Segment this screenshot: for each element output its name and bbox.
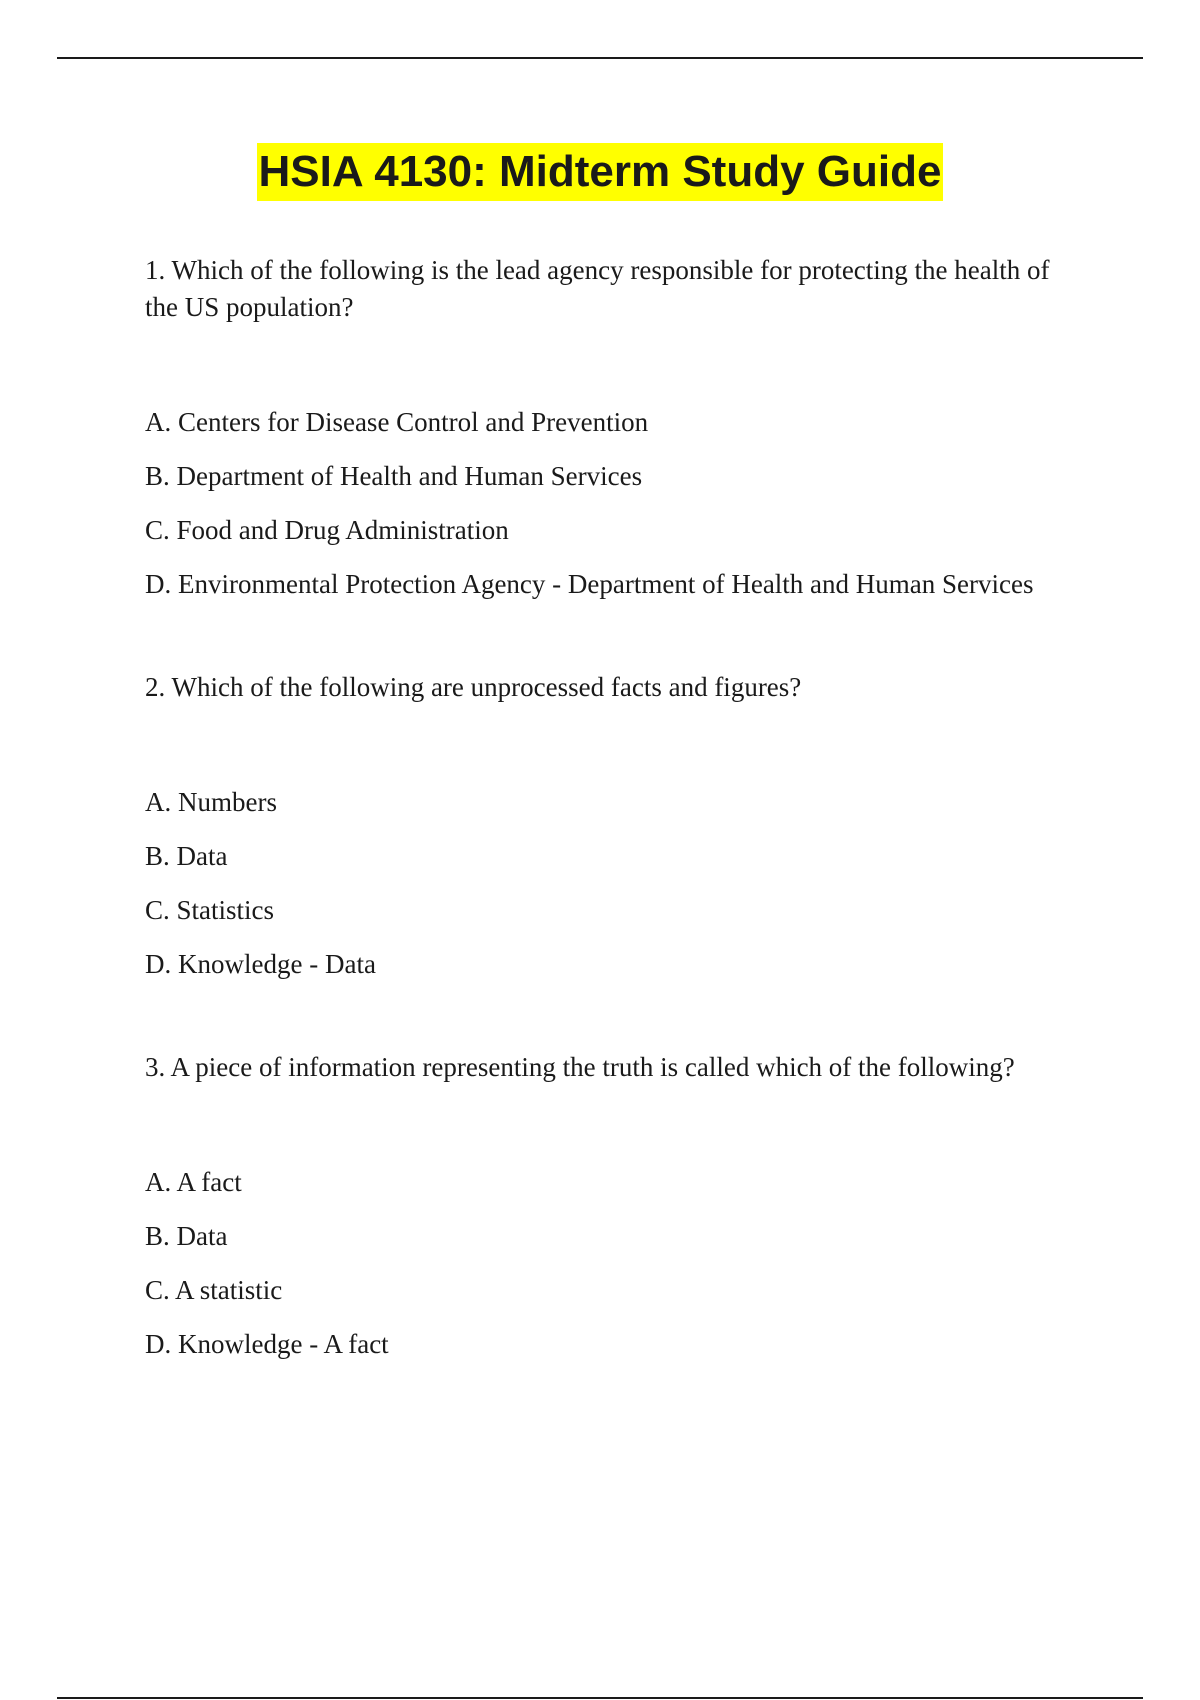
option-c: C. Statistics <box>145 895 275 925</box>
top-rule <box>57 57 1143 59</box>
option-c: C. Food and Drug Administration <box>145 515 509 545</box>
page-title: HSIA 4130: Midterm Study Guide <box>257 143 944 201</box>
question-block-3 <box>145 1049 1085 1363</box>
option-c: C. A statistic <box>145 1275 283 1305</box>
option-d: D. Knowledge - Data <box>145 949 376 979</box>
questions-container <box>145 252 1085 1429</box>
option-d: D. Environmental Protection Agency - Department of Health and Human Services <box>145 569 1034 599</box>
question-text: 3. A piece of information representing the truth is called which of the following? <box>145 1052 1015 1082</box>
option-b: B. Data <box>145 841 228 871</box>
question-block-1 <box>145 252 1085 603</box>
bottom-rule <box>57 1697 1143 1699</box>
question-block-2 <box>145 669 1085 983</box>
option-a: A. A fact <box>145 1167 242 1197</box>
question-text: 2. Which of the following are unprocessed facts and figures? <box>145 672 802 702</box>
option-b: B. Department of Health and Human Services <box>145 461 643 491</box>
option-d: D. Knowledge - A fact <box>145 1329 389 1359</box>
option-b: B. Data <box>145 1221 228 1251</box>
option-a: A. Centers for Disease Control and Prevention <box>145 407 649 437</box>
title-area <box>0 143 1200 201</box>
question-text: 1. Which of the following is the lead agency responsible for protecting the health of the US population? <box>145 255 1050 322</box>
options-list <box>145 784 1085 983</box>
options-list <box>145 1164 1085 1363</box>
option-a: A. Numbers <box>145 787 277 817</box>
options-list <box>145 404 1085 603</box>
